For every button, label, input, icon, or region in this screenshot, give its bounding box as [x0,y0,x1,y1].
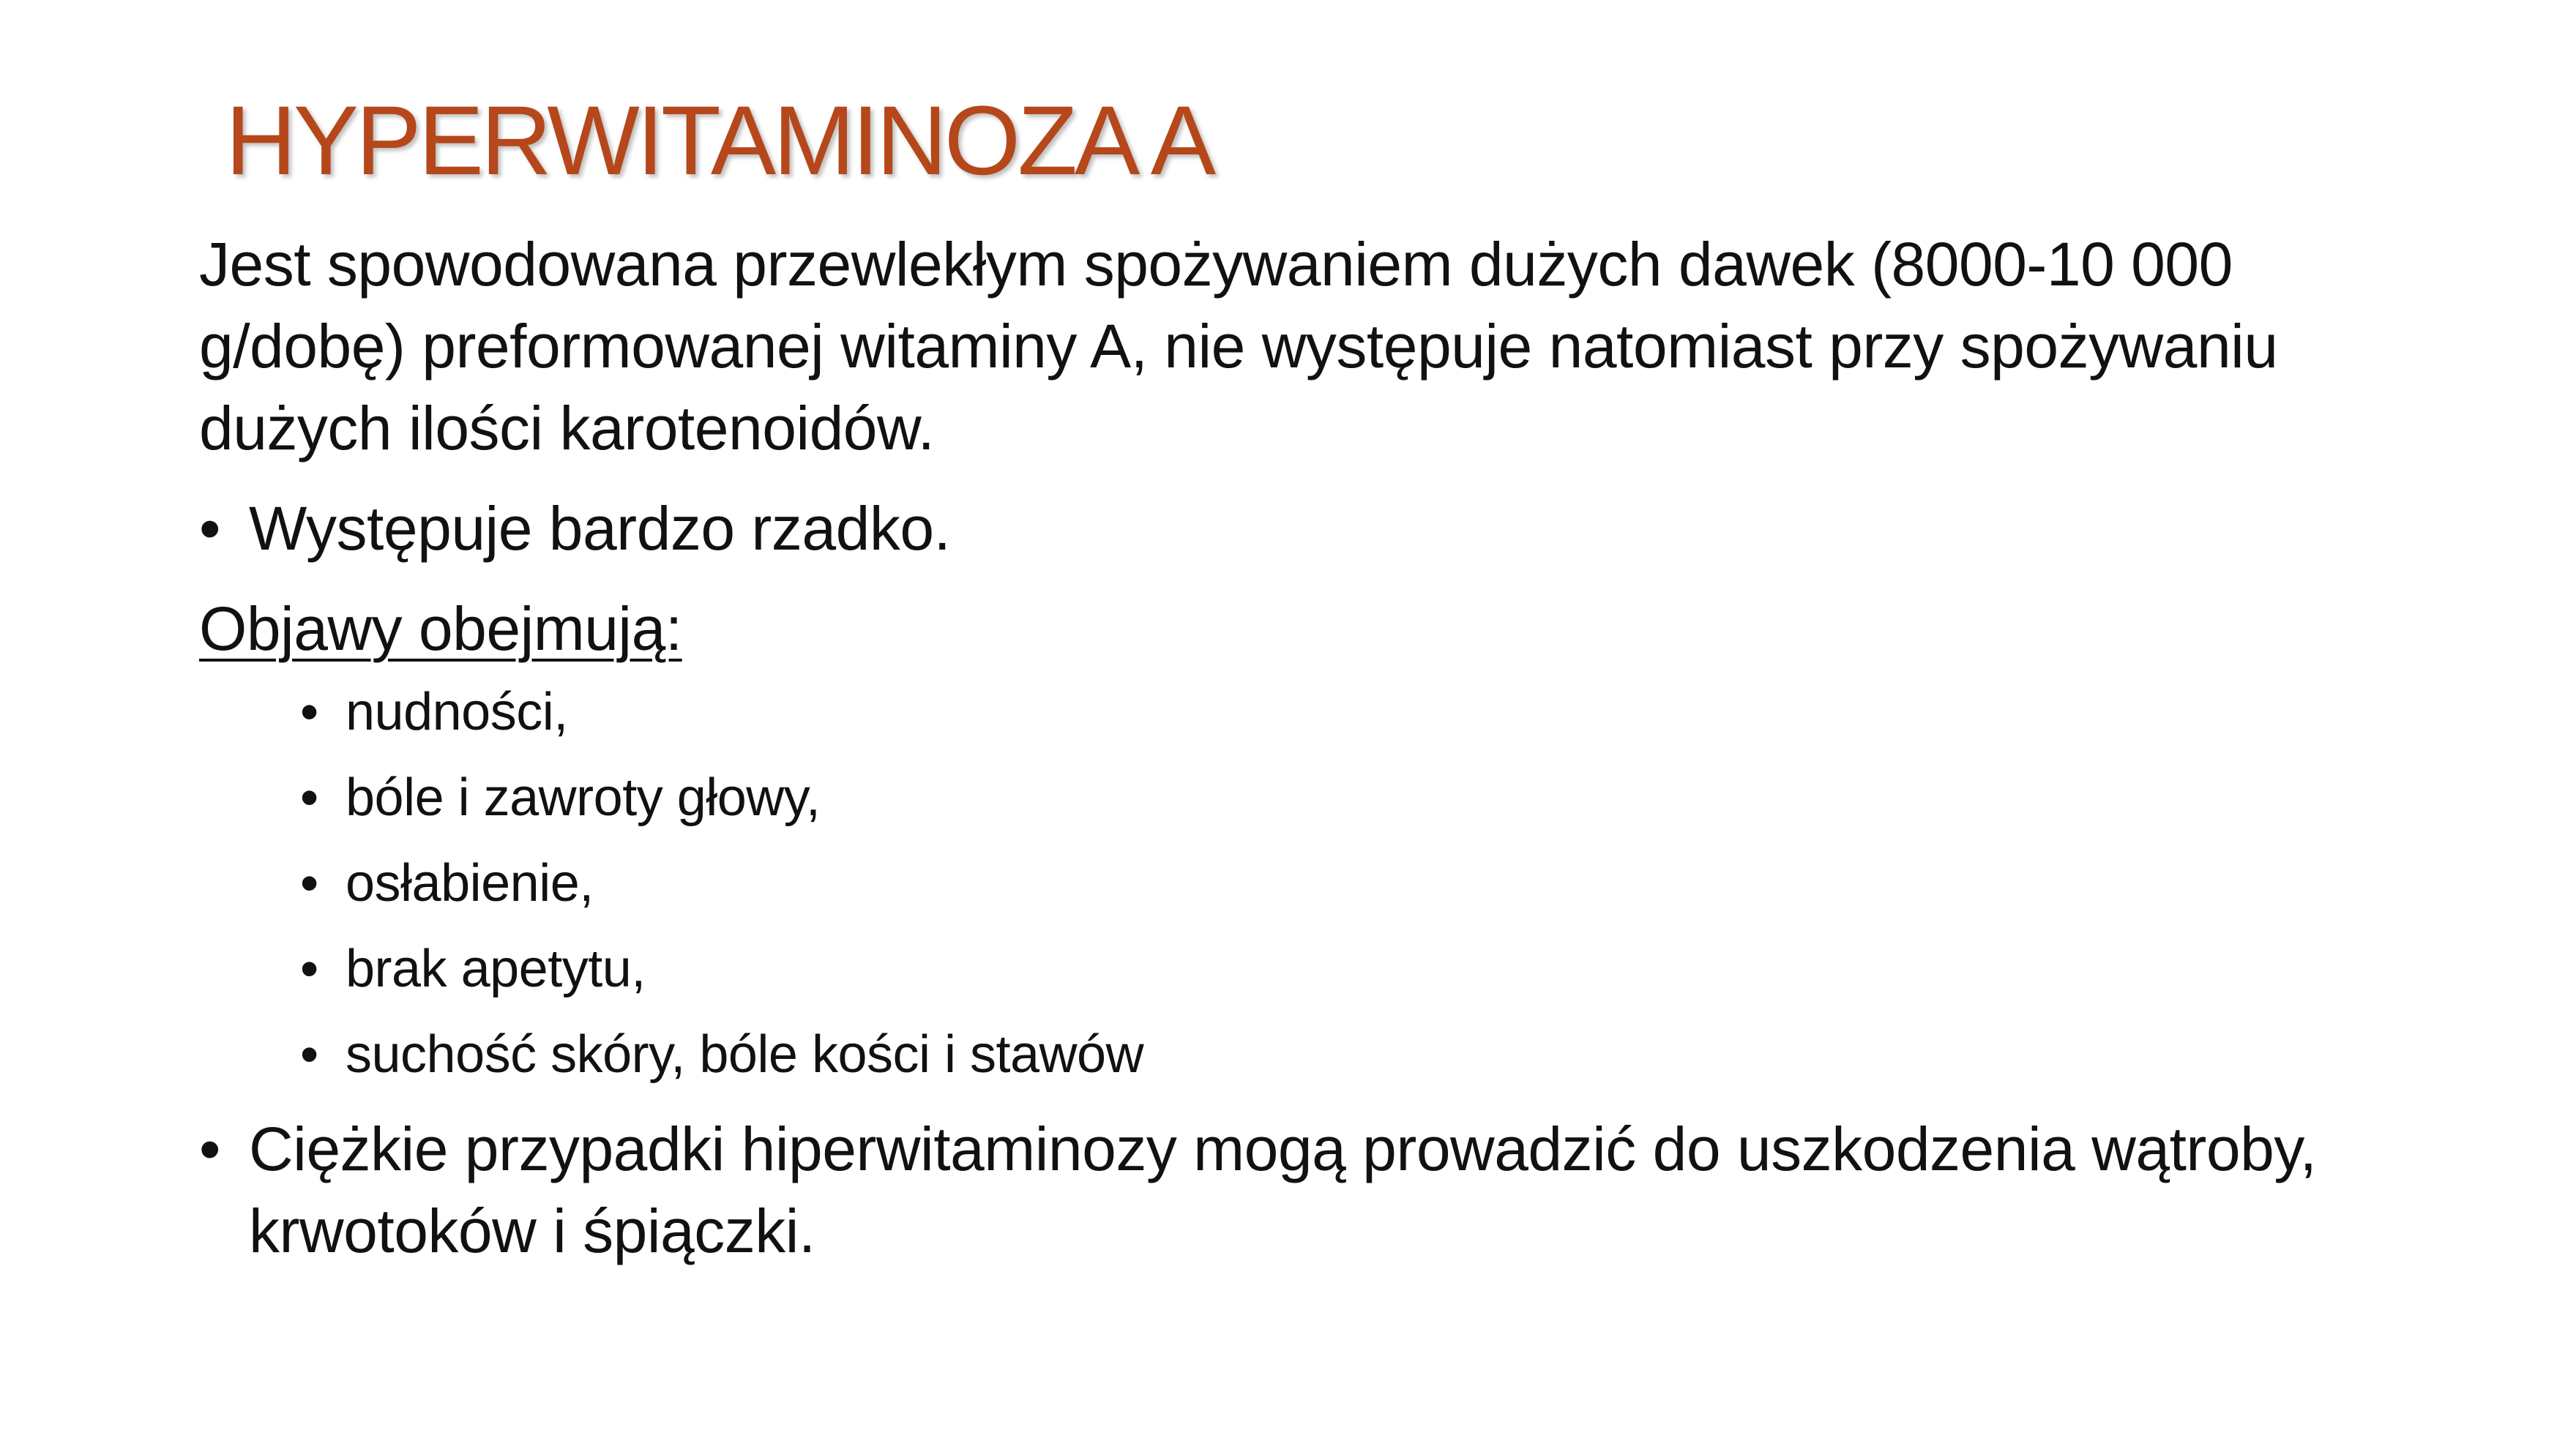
slide-body [199,223,2395,1272]
bullet-dot-icon: • [199,1115,220,1183]
symptom-item [199,934,2395,1004]
symptom-text: suchość skóry, bóle kości i stawów [346,1025,1144,1084]
symptom-item [199,677,2395,747]
bullet-severe-text: Ciężkie przypadki hiperwitaminozy mogą prowadzić do uszkodzenia wątroby, krwotoków i śpiączki. [249,1115,2317,1265]
bullet-dot-icon: • [300,683,318,741]
bullet-rarity [199,487,2395,569]
symptoms-heading: Objawy obejmują: [199,594,682,663]
symptom-text: nudności, [346,683,568,741]
symptom-text: brak apetytu, [346,940,646,998]
bullet-dot-icon: • [300,768,318,827]
bullet-dot-icon: • [300,854,318,913]
slide-title: HYPERWITAMINOZA A [225,86,1214,195]
bullet-dot-icon: • [300,1025,318,1084]
intro-paragraph: Jest spowodowana przewlekłym spożywaniem dużych dawek (8000-10 000 g/dobę) preformowanej witaminy A, nie występuje natomiast przy spożywaniu dużych ilości karotenoidów. [199,230,2278,463]
bullet-severe-cases [199,1108,2395,1272]
symptom-text: bóle i zawroty głowy, [346,768,821,827]
symptoms-list [199,677,2395,1090]
symptom-item [199,1019,2395,1090]
bullet-dot-icon: • [300,940,318,998]
symptom-text: osłabienie, [346,854,594,913]
symptom-item [199,848,2395,918]
bullet-rarity-text: Występuje bardzo rzadko. [249,494,951,563]
bullet-dot-icon: • [199,494,220,563]
symptom-item [199,763,2395,833]
